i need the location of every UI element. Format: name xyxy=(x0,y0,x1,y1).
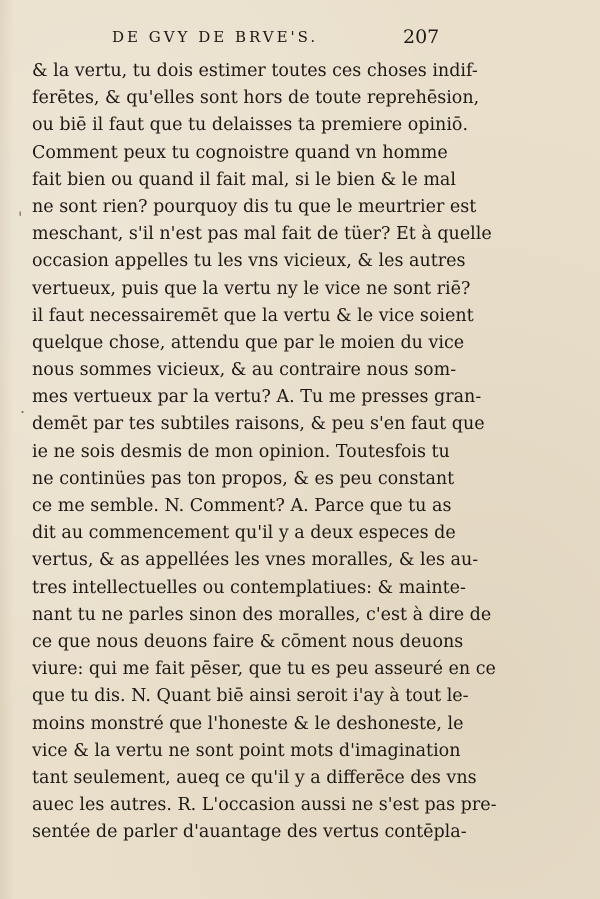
text-line: ou biē il faut que tu delaisses ta premiere opiniō. xyxy=(32,115,469,136)
text-line: demēt par tes subtiles raisons, & peu s'en faut que xyxy=(32,414,485,435)
text-line: mes vertueux par la vertu? A. Tu me presses gran- xyxy=(32,387,482,408)
text-line: Comment peux tu cognoistre quand vn homme xyxy=(32,142,448,163)
text-line: moins monstré que l'honeste & le deshoneste, le xyxy=(32,713,464,734)
text-line: ce me semble. N. Comment? A. Parce que tu as xyxy=(32,496,452,516)
text-line: & la vertu, tu dois estimer toutes ces choses indif- xyxy=(32,61,478,81)
text-line: nant tu ne parles sinon des moralles, c'est à dire de xyxy=(32,604,492,625)
text-line: occasion appelles tu les vns vicieux, & les autres xyxy=(32,251,466,272)
text-line: ne continües pas ton propos, & es peu constant xyxy=(32,468,455,489)
margin-mark: ' xyxy=(18,208,23,227)
text-line: dit au commencement qu'il y a deux especes de xyxy=(32,523,456,544)
body-text xyxy=(32,58,497,846)
text-line: il faut necessairemēt que la vertu & le vice soient xyxy=(32,305,474,326)
text-line: fait bien ou quand il fait mal, si le bien & le mal xyxy=(32,169,456,190)
margin-mark: . xyxy=(20,398,26,417)
text-line: viure: qui me fait pēser, que tu es peu asseuré en ce xyxy=(32,659,496,680)
text-line: tant seulement, aueq ce qu'il y a differēce des vns xyxy=(32,767,477,788)
text-line: meschant, s'il n'est pas mal fait de tüer? Et à quelle xyxy=(32,224,492,245)
text-line: vertus, & as appellées les vnes moralles, & les au- xyxy=(32,550,479,571)
text-line: vertueux, puis que la vertu ny le vice ne sont riē? xyxy=(32,278,471,299)
text-line: ne sont rien? pourquoy dis tu que le meurtrier est xyxy=(32,196,477,217)
text-line: vice & la vertu ne sont point mots d'imagination xyxy=(32,740,461,761)
text-line: que tu dis. N. Quant biē ainsi seroit i'ay à tout le- xyxy=(32,686,469,707)
text-line: nous sommes vicieux, & au contraire nous som- xyxy=(32,360,457,381)
text-line: quelque chose, attendu que par le moien du vice xyxy=(32,332,465,353)
text-line: tres intellectuelles ou contemplatiues: & mainte- xyxy=(32,577,466,598)
text-line: auec les autres. R. L'occasion aussi ne s'est pas pre- xyxy=(32,795,497,816)
text-line: ce que nous deuons faire & cōment nous deuons xyxy=(32,631,464,652)
running-head: DE GVY DE BRVE'S. xyxy=(112,28,319,46)
text-line: sentée de parler d'auantage des vertus contēpla- xyxy=(32,822,467,843)
text-line: ferētes, & qu'elles sont hors de toute reprehēsion, xyxy=(32,88,480,109)
text-line: ie ne sois desmis de mon opinion. Toutesfois tu xyxy=(32,441,450,462)
page-number: 207 xyxy=(403,26,440,48)
